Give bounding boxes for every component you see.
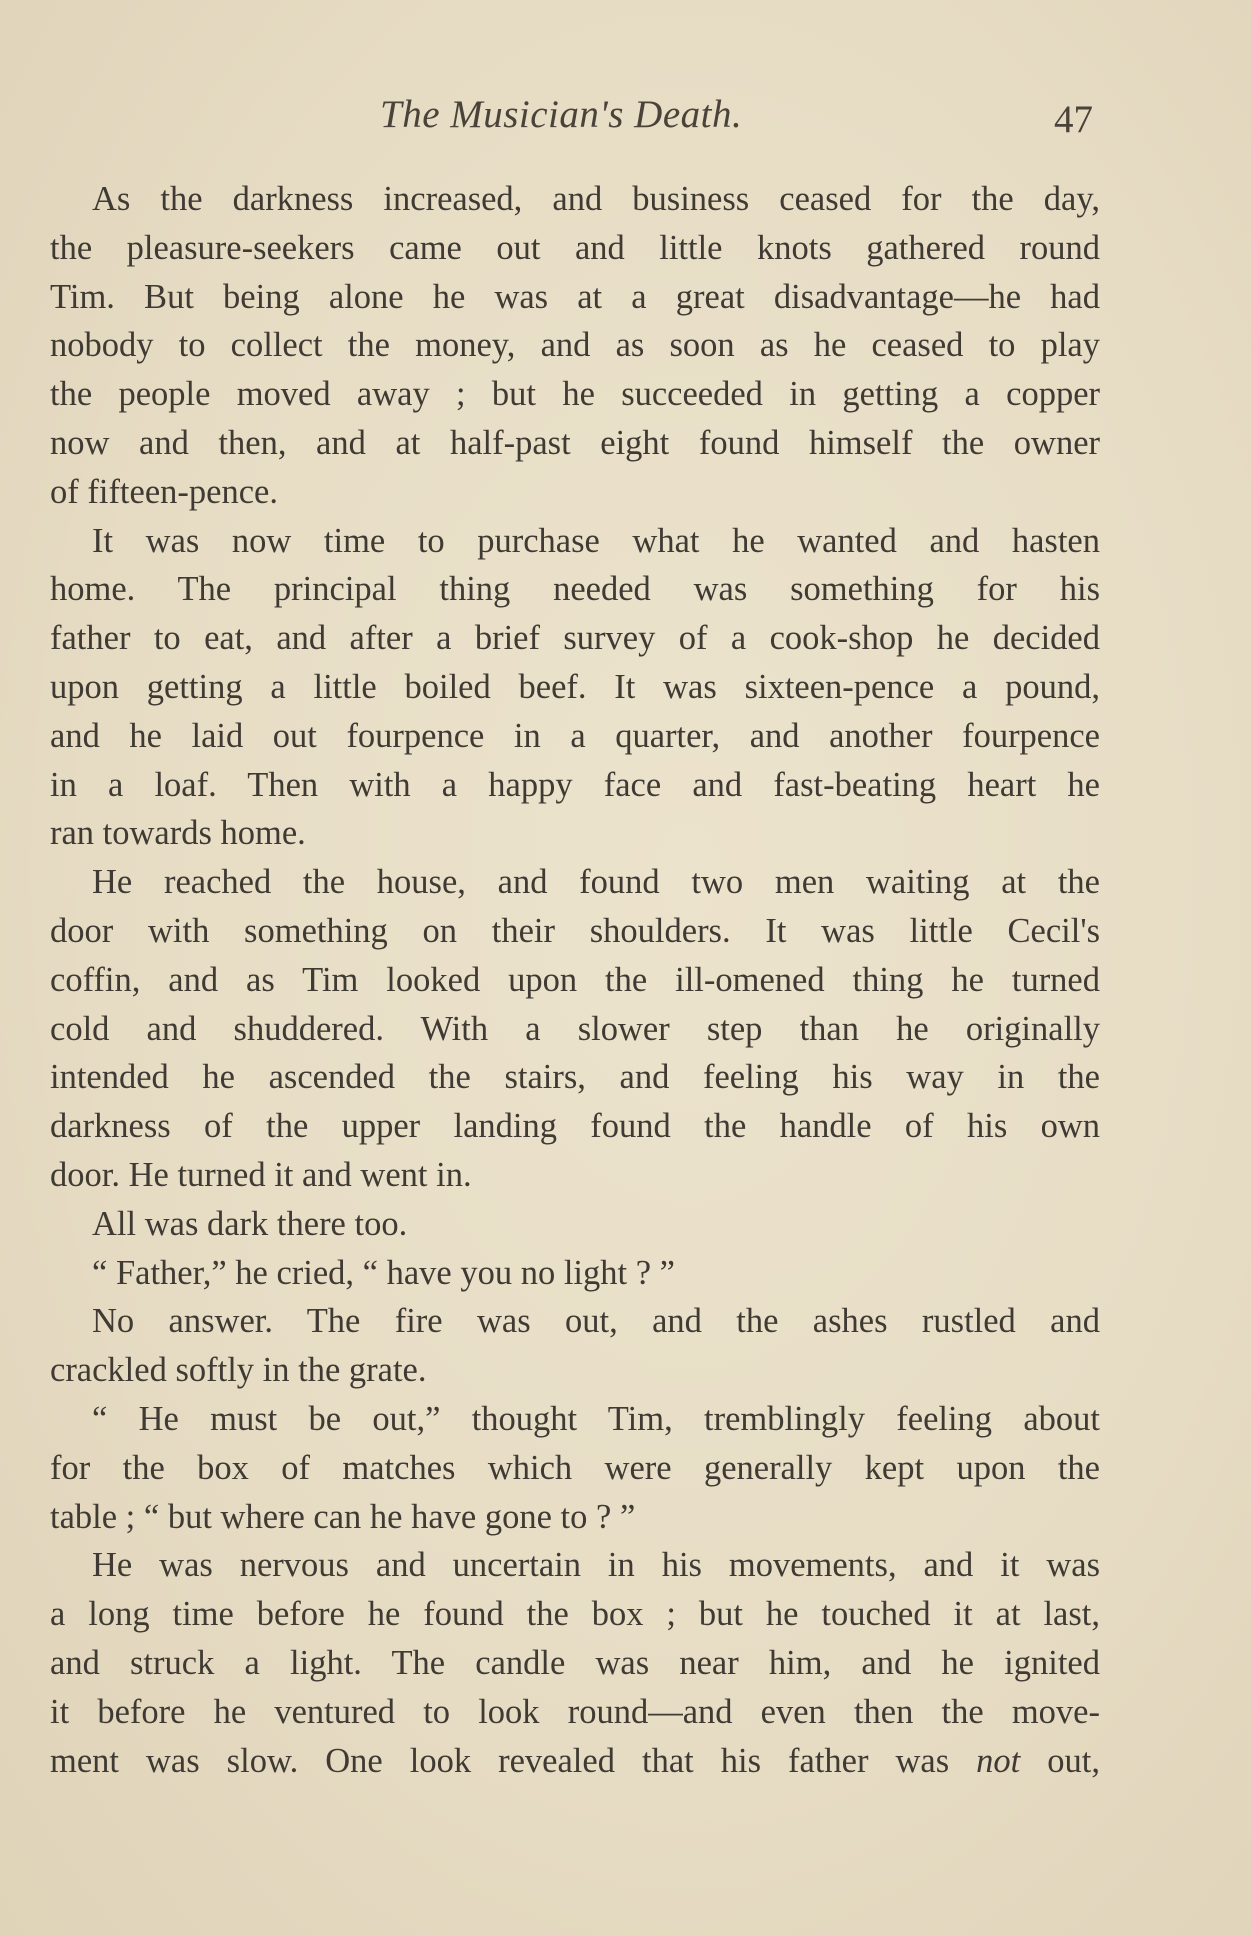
paragraph: [50, 1249, 1100, 1298]
text-line: coffin, and as Tim looked upon the ill-omened thing he turned: [50, 960, 1100, 999]
text-line: the people moved away ; but he succeeded in getting a copper: [50, 375, 1100, 414]
running-head: [0, 80, 1251, 140]
text-line: All was dark there too.: [92, 1204, 408, 1243]
paragraph: [50, 517, 1100, 859]
text-segment: out,: [1020, 1741, 1101, 1780]
text-line: intended he ascended the stairs, and feeling his way in the: [50, 1058, 1100, 1097]
text-line: crackled softly in the grate.: [50, 1351, 427, 1390]
text-line: and he laid out fourpence in a quarter, and another fourpence: [50, 716, 1100, 755]
text-line: door with something on their shoulders. It was little Cecil's: [50, 911, 1100, 950]
body-text: [50, 175, 1100, 1785]
text-line: father to eat, and after a brief survey of a cook-shop he decided: [50, 619, 1100, 658]
running-title: The Musician's Death.: [380, 93, 743, 136]
paragraph: [50, 175, 1100, 517]
text-line: He was nervous and uncertain in his movements, and it was: [92, 1546, 1100, 1585]
text-line: the pleasure-seekers came out and little knots gathered round: [50, 228, 1100, 267]
text-line: darkness of the upper landing found the handle of his own: [50, 1107, 1100, 1146]
paragraph: [50, 858, 1100, 1200]
paragraph: [50, 1541, 1100, 1785]
text-line: ran towards home.: [50, 814, 306, 853]
text-line: of fifteen-pence.: [50, 472, 278, 511]
text-line: and struck a light. The candle was near him, and he ignited: [50, 1643, 1100, 1682]
text-line: He reached the house, and found two men waiting at the: [92, 863, 1100, 902]
text-line: table ; “ but where can he have gone to ? ”: [50, 1497, 636, 1536]
text-line: home. The principal thing needed was something for his: [50, 570, 1100, 609]
paragraph: [50, 1200, 1100, 1249]
emphasized-word: not: [976, 1741, 1021, 1780]
paragraph: [50, 1395, 1100, 1541]
text-line: a long time before he found the box ; but he touched it at last,: [50, 1595, 1100, 1634]
text-line: now and then, and at half-past eight found himself the owner: [50, 423, 1100, 462]
text-line: “ Father,” he cried, “ have you no light ? ”: [92, 1253, 675, 1292]
text-line: cold and shuddered. With a slower step than he originally: [50, 1009, 1100, 1048]
text-line: in a loaf. Then with a happy face and fast-beating heart he: [50, 765, 1100, 804]
text-line: upon getting a little boiled beef. It was sixteen-pence a pound,: [50, 667, 1100, 706]
text-line: for the box of matches which were generally kept upon the: [50, 1448, 1100, 1487]
text-line: “ He must be out,” thought Tim, tremblingly feeling about: [92, 1399, 1100, 1438]
text-line: it before he ventured to look round—and even then the move-: [50, 1692, 1100, 1731]
text-line: door. He turned it and went in.: [50, 1155, 472, 1194]
text-line: [50, 1737, 1100, 1786]
text-segment: ment was slow. One look revealed that his father was: [50, 1741, 977, 1780]
paragraph: [50, 1297, 1100, 1395]
text-line: Tim. But being alone he was at a great disadvantage—he had: [50, 277, 1100, 316]
page-number: 47: [1054, 98, 1093, 141]
text-line: It was now time to purchase what he wanted and hasten: [92, 521, 1100, 560]
text-line: No answer. The fire was out, and the ashes rustled and: [92, 1302, 1100, 1341]
text-line: As the darkness increased, and business ceased for the day,: [92, 180, 1100, 218]
text-line: nobody to collect the money, and as soon as he ceased to play: [50, 326, 1100, 365]
